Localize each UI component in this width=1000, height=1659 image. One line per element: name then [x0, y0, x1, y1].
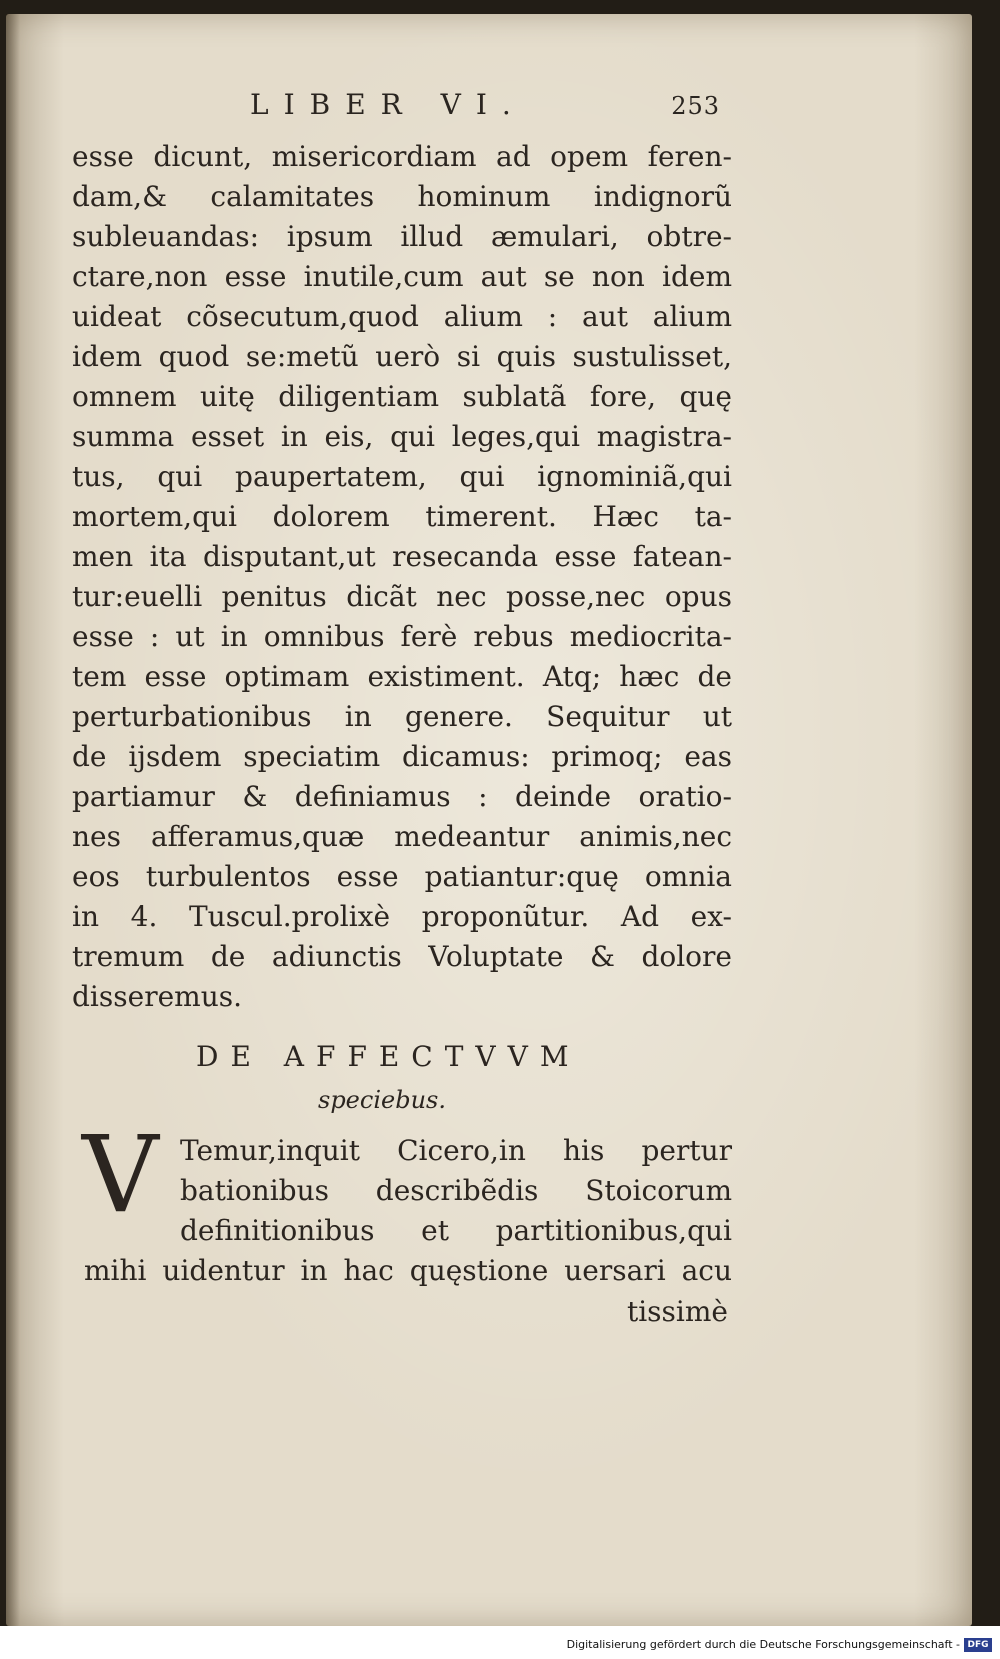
text-line: perturbationibus in genere. Sequitur ut — [72, 700, 732, 733]
text-line: tur:euelli penitus dicãt nec posse,nec opus — [72, 580, 732, 613]
text-line: tremum de adiunctis Voluptate & dolore — [72, 940, 732, 973]
text-line: Temur,inquit Cicero,in his pertur — [180, 1134, 732, 1167]
text-line: dam,& calamitates hominum indignorũ — [72, 180, 732, 213]
paragraph-indented-lines — [180, 1131, 732, 1251]
text-line: definitionibus et partitionibus,qui — [180, 1214, 732, 1247]
section-heading: DE AFFECTVVM — [196, 1040, 581, 1073]
text-line: disseremus. — [72, 980, 242, 1013]
page-gutter-shadow — [6, 14, 20, 1626]
page-header — [250, 88, 720, 128]
text-line: tem esse optimam existiment. Atq; hæc de — [72, 660, 732, 693]
text-line: summa esset in eis, qui leges,qui magistra- — [72, 420, 732, 453]
text-line: tus, qui paupertatem, qui ignominiã,qui — [72, 460, 732, 493]
text-line: mihi uidentur in hac quęstione uersari acu — [84, 1254, 732, 1287]
digitization-footer — [0, 1626, 1000, 1659]
text-line: in 4. Tuscul.prolixè proponũtur. Ad ex- — [72, 900, 732, 933]
paragraph-full-lines — [84, 1251, 732, 1291]
funding-credit: Digitalisierung gefördert durch die Deutsche Forschungsgemeinschaft - — [566, 1638, 960, 1651]
running-head: LIBER VI. — [250, 88, 526, 121]
text-line: esse dicunt, misericordiam ad opem feren- — [72, 140, 732, 173]
text-line: bationibus describẽdis Stoicorum — [180, 1174, 732, 1207]
page-number: 253 — [671, 92, 720, 120]
text-line: eos turbulentos esse patiantur:quę omnia — [72, 860, 732, 893]
drop-cap-initial: V — [82, 1113, 159, 1236]
catchword: tissimè — [626, 1295, 728, 1328]
text-line: partiamur & definiamus : deinde oratio- — [72, 780, 732, 813]
text-line: nes afferamus,quæ medeantur animis,nec — [72, 820, 732, 853]
text-line: de ijsdem speciatim dicamus: primoq; eas — [72, 740, 732, 773]
text-line: idem quod se:metũ uerò si quis sustulisset, — [72, 340, 732, 373]
text-line: uideat cõsecutum,quod alium : aut alium — [72, 300, 732, 333]
dfg-logo-icon: DFG — [964, 1638, 992, 1652]
text-line: subleuandas: ipsum illud æmulari, obtre- — [72, 220, 732, 253]
text-line: ctare,non esse inutile,cum aut se non idem — [72, 260, 732, 293]
text-line: men ita disputant,ut resecanda esse fatean- — [72, 540, 732, 573]
text-line: mortem,qui dolorem timerent. Hæc ta- — [72, 500, 732, 533]
section-subheading: speciebus. — [318, 1086, 446, 1114]
text-line: omnem uitę diligentiam sublatã fore, quę — [72, 380, 732, 413]
text-line: esse : ut in omnibus ferè rebus mediocrita- — [72, 620, 732, 653]
main-text-block — [72, 137, 732, 1017]
